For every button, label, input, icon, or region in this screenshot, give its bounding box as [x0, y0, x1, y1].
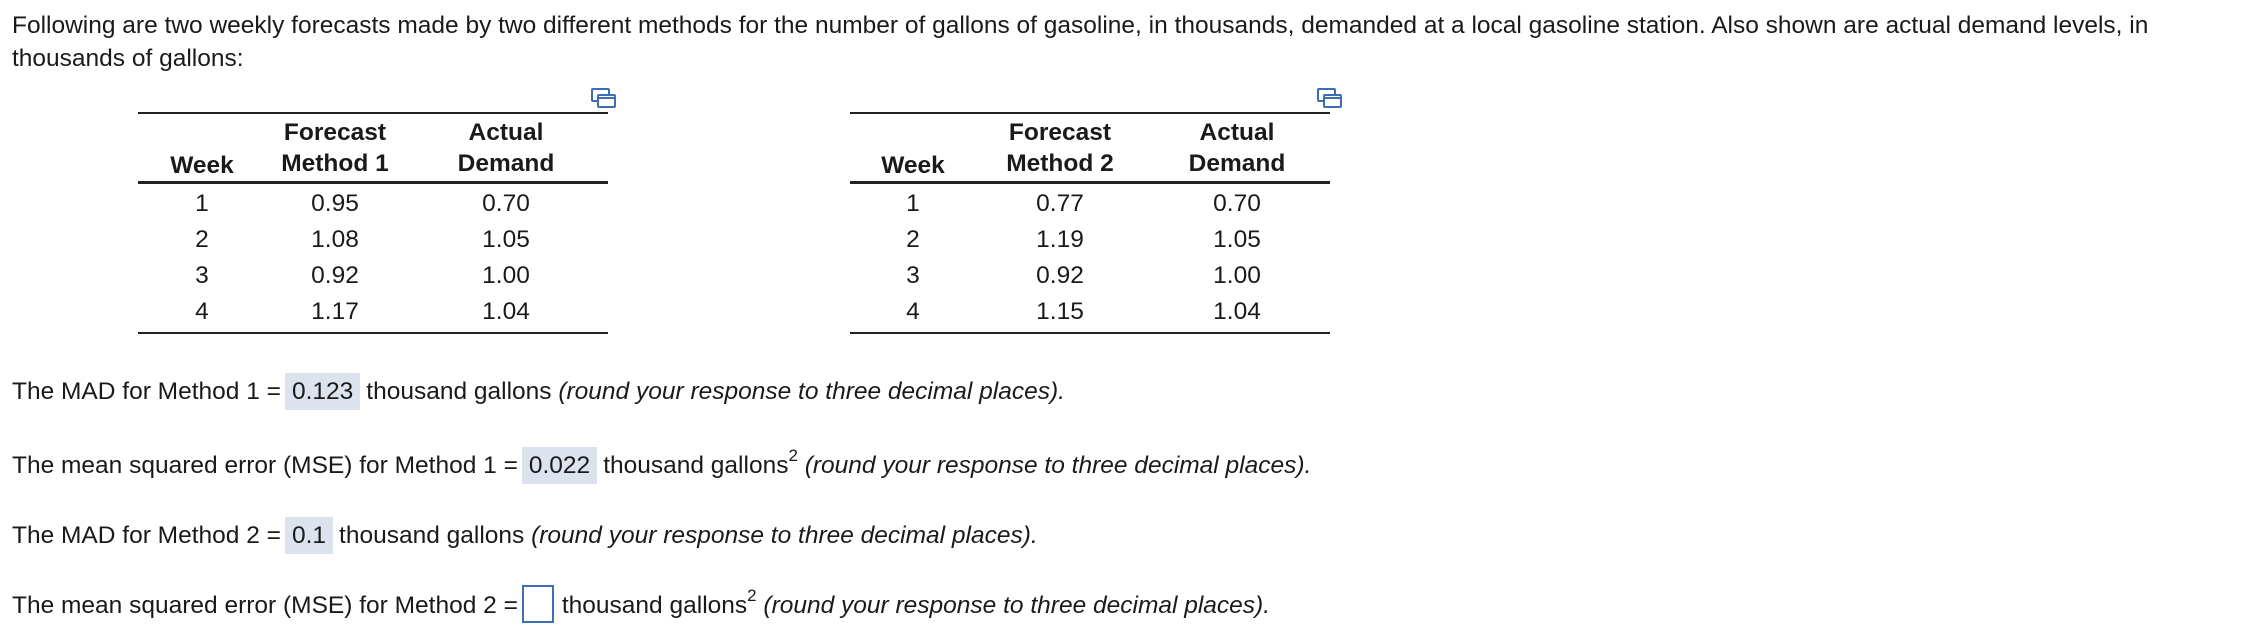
table-row — [138, 258, 608, 294]
table-row — [850, 183, 1330, 223]
header-week: Week — [850, 113, 976, 183]
cell-actual: 0.70 — [482, 190, 530, 217]
question-prefix: The MAD for Method 2 = — [12, 522, 281, 549]
cell-week: 3 — [906, 262, 920, 289]
cell-week: 3 — [195, 262, 209, 289]
header-actual-line1: Actual — [468, 119, 544, 146]
header-actual-line1: Actual — [1199, 119, 1275, 146]
question-mse-method-1 — [12, 447, 1311, 484]
cell-week: 2 — [195, 226, 209, 253]
header-actual-line2: Demand — [1144, 148, 1330, 183]
header-week: Week — [138, 113, 266, 183]
question-hint: (round your response to three decimal places). — [531, 522, 1038, 549]
header-forecast-line2: Method 1 — [266, 148, 404, 183]
cell-actual: 1.05 — [482, 226, 530, 253]
cell-actual: 1.05 — [1213, 226, 1261, 253]
question-hint: (round your response to three decimal places). — [804, 452, 1312, 479]
question-mse-method-2 — [12, 586, 1271, 623]
table-row — [850, 222, 1330, 258]
table-row — [850, 294, 1330, 333]
cell-week: 1 — [906, 190, 920, 217]
cell-actual: 1.04 — [482, 298, 530, 325]
unit-exponent: 2 — [747, 586, 757, 605]
cell-actual: 1.00 — [482, 262, 530, 289]
cell-forecast: 0.92 — [1036, 262, 1084, 289]
answer-mse-method-1[interactable]: 0.022 — [522, 447, 597, 484]
answer-mad-method-1[interactable]: 0.123 — [285, 373, 360, 410]
copy-table-icon[interactable] — [590, 88, 616, 108]
cell-week: 4 — [906, 298, 920, 325]
question-prefix: The mean squared error (MSE) for Method 1 = — [12, 452, 518, 479]
cell-forecast: 0.92 — [311, 262, 359, 289]
header-forecast-line1: Forecast — [283, 119, 387, 146]
question-unit: thousand gallons — [339, 522, 525, 549]
question-prefix: The MAD for Method 1 = — [12, 378, 281, 405]
cell-actual: 1.00 — [1213, 262, 1261, 289]
cell-week: 4 — [195, 298, 209, 325]
table-row — [138, 183, 608, 223]
header-forecast-line1: Forecast — [1008, 119, 1112, 146]
answer-input-mse-method-2[interactable] — [522, 585, 554, 623]
table-row — [138, 294, 608, 333]
forecast-table-method-1 — [138, 112, 608, 334]
question-mad-method-1 — [12, 373, 1065, 410]
cell-forecast: 1.08 — [311, 226, 359, 253]
question-unit: thousand gallons — [561, 592, 748, 619]
table-row — [850, 258, 1330, 294]
cell-forecast: 1.15 — [1036, 298, 1084, 325]
problem-statement: Following are two weekly forecasts made by two different methods for the number of gallons of gasoline, in thousands, demanded at a local gasoline station. Also shown are actual demand levels, in thousands of gallons: — [12, 12, 2149, 72]
table-row — [138, 222, 608, 258]
question-hint: (round your response to three decimal places). — [763, 592, 1271, 619]
question-mad-method-2 — [12, 517, 1038, 554]
cell-forecast: 1.19 — [1036, 226, 1084, 253]
cell-week: 2 — [906, 226, 920, 253]
forecast-table-method-2 — [850, 112, 1330, 334]
question-prefix: The mean squared error (MSE) for Method 2 = — [12, 592, 518, 619]
question-hint: (round your response to three decimal places). — [558, 378, 1065, 405]
cell-week: 1 — [195, 190, 209, 217]
header-actual-line2: Demand — [404, 148, 608, 183]
cell-forecast: 0.95 — [311, 190, 359, 217]
cell-actual: 1.04 — [1213, 298, 1261, 325]
cell-forecast: 0.77 — [1036, 190, 1084, 217]
question-unit: thousand gallons — [366, 378, 552, 405]
answer-mad-method-2[interactable]: 0.1 — [285, 517, 333, 554]
copy-table-icon[interactable] — [1316, 88, 1342, 108]
cell-actual: 0.70 — [1213, 190, 1261, 217]
unit-exponent: 2 — [788, 446, 798, 465]
header-forecast-line2: Method 2 — [976, 148, 1144, 183]
cell-forecast: 1.17 — [311, 298, 359, 325]
question-unit: thousand gallons — [603, 452, 789, 479]
